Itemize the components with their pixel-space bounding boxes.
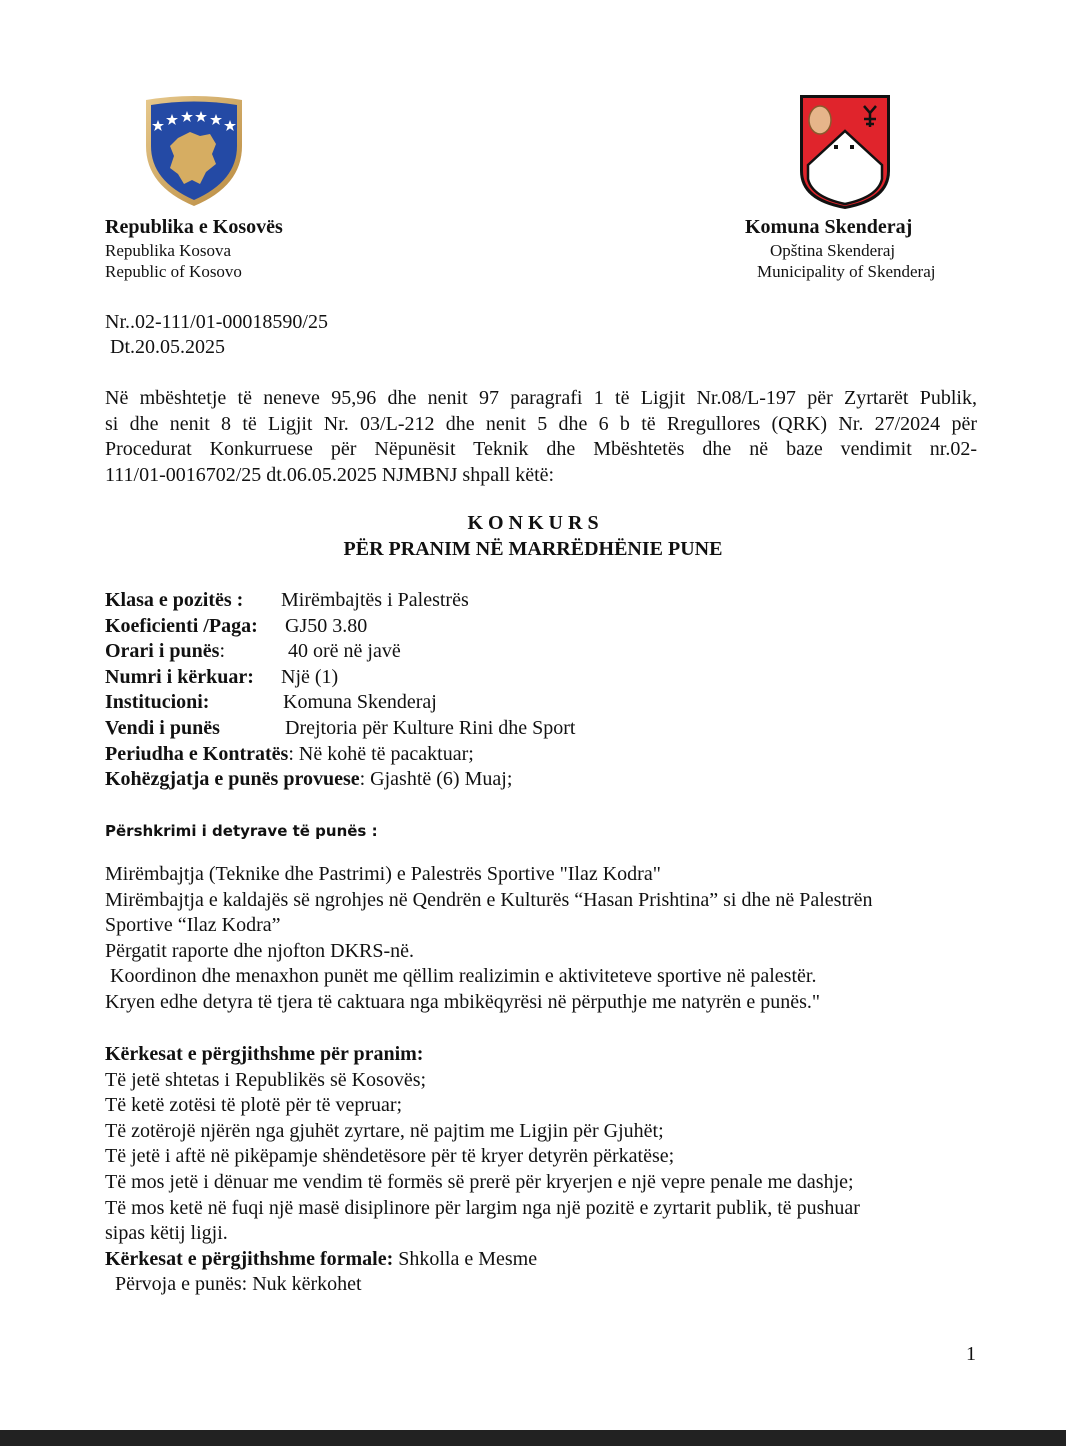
header-left-line2: Republika Kosova (105, 241, 232, 260)
field-institution: Institucioni: Komuna Skenderaj (105, 691, 437, 713)
work-experience: Përvoja e punës: Nuk kërkohet (105, 1273, 362, 1296)
intro-line: si dhe nenit 8 të Ligjit Nr. 03/L-212 dhe nenit 5 dhe 6 b të Rregullores (QRK) Nr. 27/2024 për (105, 412, 977, 435)
requirement-line: Të mos ketë në fuqi një masë disiplinore për largim nga një pozitë e zyrtarit publik, të pushuar (105, 1196, 860, 1219)
duty-line: Mirëmbajtja e kaldajës së ngrohjes në Qendrën e Kulturës “Hasan Prishtina” si dhe në Palestrën (105, 888, 873, 911)
header-right-line3: Municipality of Skenderaj (757, 262, 936, 281)
header-right-line2: Opština Skenderaj (770, 241, 896, 260)
intro-line: Në mbështetje të neneve 95,96 dhe nenit 97 paragrafi 1 të Ligjit Nr.08/L-197 për Zyrtarët Publik, (105, 387, 977, 409)
duty-line: Mirëmbajtja (Teknike dhe Pastrimi) e Palestrës Sportive "Ilaz Kodra" (105, 863, 661, 885)
formal-requirements: Kërkesat e përgjithshme formale: Shkolla e Mesme (105, 1247, 538, 1270)
duty-line: Sportive “Ilaz Kodra” (105, 914, 281, 937)
requirement-line: sipas këtij ligji. (105, 1222, 228, 1245)
header-right-title: Komuna Skenderaj (745, 216, 913, 238)
requirements-section (105, 1042, 860, 1298)
field-schedule: Orari i punës: 40 orë në javë (105, 640, 401, 662)
intro-line: Procedurat Konkurruese për Nëpunësit Teknik dhe Mbështetës dhe në baze vendimit nr.02- (105, 438, 977, 460)
skenderaj-emblem-svg (798, 93, 892, 211)
field-coefficient: Koeficienti /Paga: GJ50 3.80 (105, 615, 368, 637)
field-workplace: Vendi i punës Drejtoria për Kulture Rini dhe Sport (105, 717, 576, 739)
duty-line: Koordinon dhe menaxhon punët me qëllim realizimin e aktiviteteve sportive në palestër. (105, 965, 817, 988)
field-position-class: Klasa e pozitës : Mirëmbajtës i Palestrës (105, 589, 469, 611)
field-contract-period: Periudha e Kontratës: Në kohë të pacaktuar; (105, 743, 474, 765)
requirement-line: Të zotërojë njërën nga gjuhët zyrtare, në pajtim me Ligjin për Gjuhët; (105, 1119, 664, 1142)
field-number-required: Numri i kërkuar: Një (1) (105, 666, 339, 688)
requirement-line: Të ketë zotësi të plotë për të vepruar; (105, 1094, 403, 1117)
requirement-line: Të jetë shtetas i Republikës së Kosovës; (105, 1068, 427, 1091)
duty-line: Përgatit raporte dhe njofton DKRS-në. (105, 939, 415, 962)
requirement-line: Të mos jetë i dënuar me vendim të formës së prerë për kryerjen e një vepre penale me dashje; (105, 1170, 854, 1193)
duties-list (105, 862, 873, 1016)
intro-line: 111/01-0016702/25 dt.06.05.2025 NJMBNJ shpall këtë: (105, 463, 555, 486)
reference-date: Dt.20.05.2025 (110, 336, 225, 358)
skenderaj-coat-of-arms (798, 93, 892, 211)
kosovo-emblem-svg (140, 94, 248, 210)
kosovo-coat-of-arms (140, 94, 248, 210)
reference-number: Nr..02-111/01-00018590/25 (105, 311, 328, 333)
document-title: K O N K U R S (467, 512, 599, 534)
field-probation: Kohëzgjatja e punës provuese: Gjashtë (6) Muaj; (105, 768, 513, 790)
duty-line: Kryen edhe detyra të tjera të caktuara nga mbikëqyrësi në përputhje me natyrën e punës." (105, 990, 821, 1013)
nut-icon (809, 106, 831, 134)
page-number: 1 (966, 1343, 976, 1365)
requirements-heading: Kërkesat e përgjithshme për pranim: (105, 1043, 424, 1065)
header-left-line3: Republic of Kosovo (105, 262, 242, 281)
intro-paragraph (105, 386, 977, 488)
duties-heading: Përshkrimi i detyrave të punës : (105, 822, 378, 840)
requirement-line: Të jetë i aftë në pikëpamje shëndetësore për të kryer detyrën përkatëse; (105, 1145, 675, 1168)
document-subtitle: PËR PRANIM NË MARRËDHËNIE PUNE (343, 538, 723, 560)
bottom-bar (0, 1430, 1066, 1446)
header-left-title: Republika e Kosovës (105, 216, 283, 238)
